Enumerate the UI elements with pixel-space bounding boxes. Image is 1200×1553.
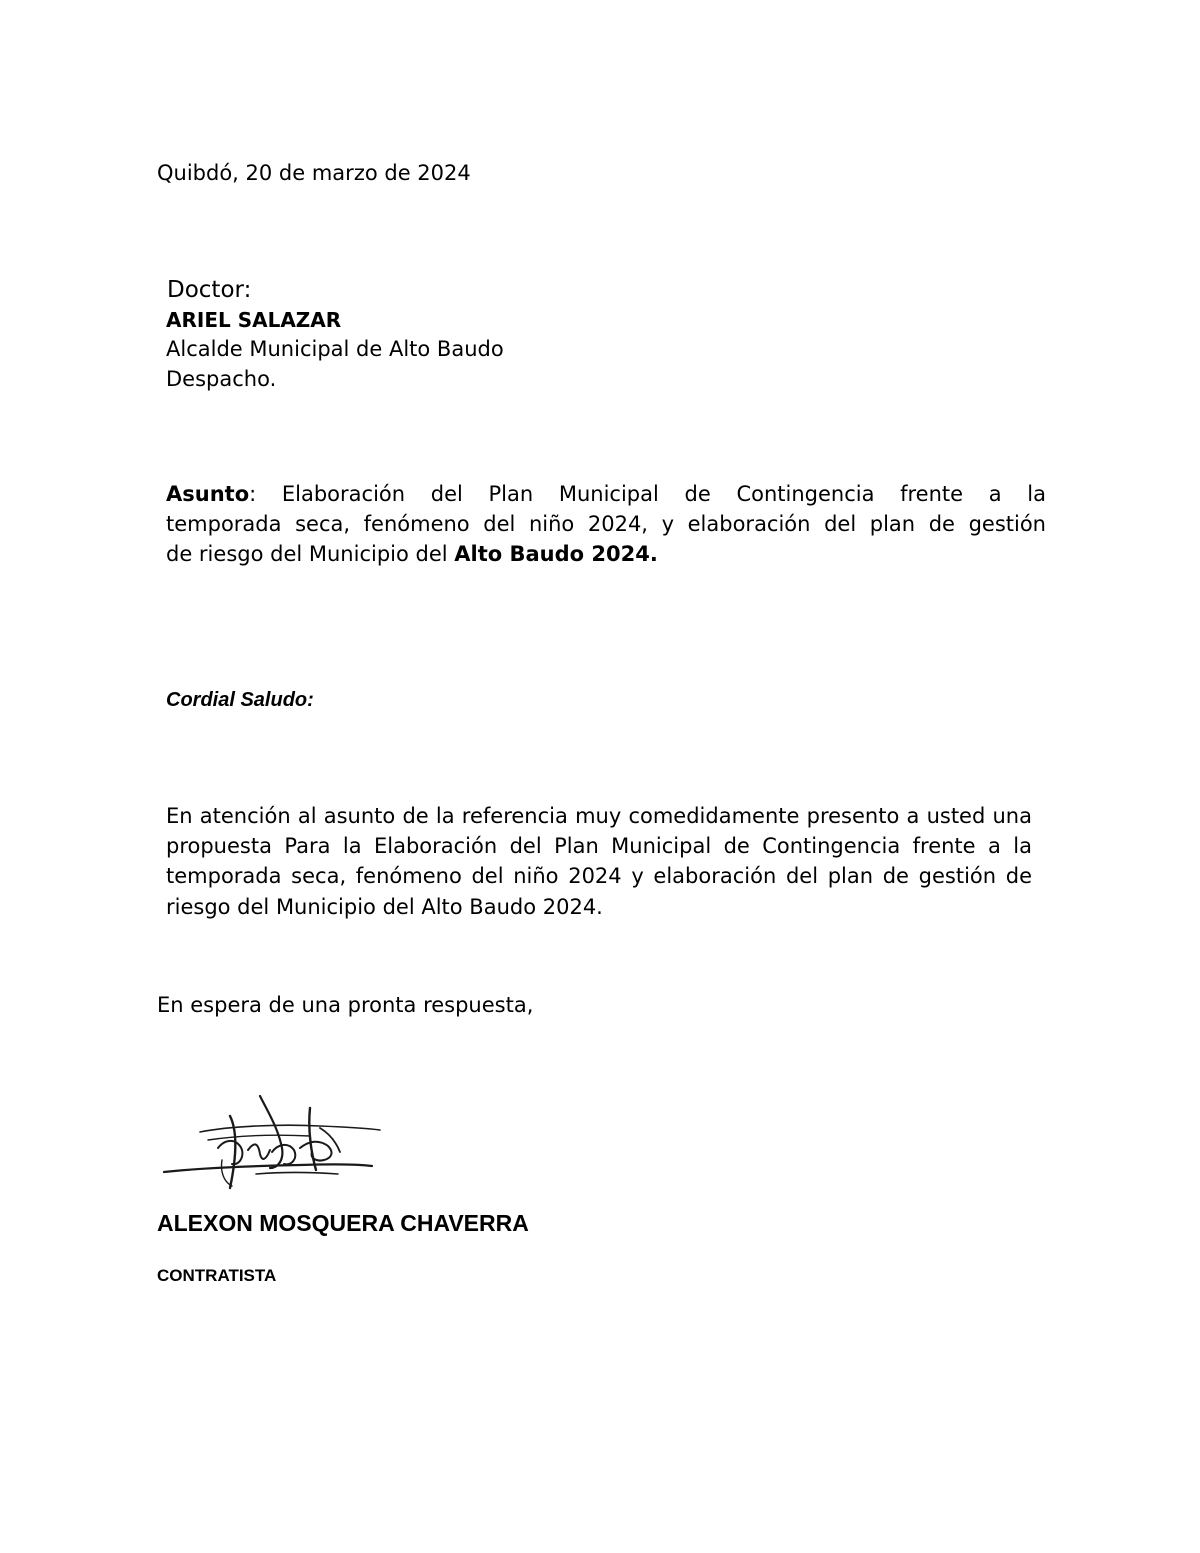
subject-line-2: temporada seca, fenómeno del niño 2024, y elaboración del plan de gestión [166, 512, 1046, 536]
recipient-office: Despacho. [166, 367, 277, 391]
signer-name: ALEXON MOSQUERA CHAVERRA [157, 1210, 529, 1236]
handwritten-signature [160, 1088, 390, 1198]
subject-emphasis: Alto Baudo 2024. [454, 542, 658, 566]
greeting: Cordial Saludo: [166, 689, 314, 711]
signer-role: CONTRATISTA [157, 1266, 277, 1285]
subject-text-3: de riesgo del Municipio del [166, 542, 455, 566]
recipient-salutation: Doctor: [167, 277, 252, 303]
recipient-name: ARIEL SALAZAR [166, 308, 342, 332]
letter-date: Quibdó, 20 de marzo de 2024 [157, 161, 471, 185]
subject-line-3 [166, 539, 1046, 569]
subject-line-1 [166, 479, 1046, 509]
body-line-2: propuesta Para la Elaboración del Plan Municipal de Contingencia frente a la [166, 834, 1032, 858]
subject-label: Asunto [166, 482, 250, 506]
recipient-title: Alcalde Municipal de Alto Baudo [166, 337, 504, 361]
body-line-1: En atención al asunto de la referencia muy comedidamente presento a usted una [166, 804, 1032, 828]
closing-line: En espera de una pronta respuesta, [157, 993, 534, 1017]
body-line-3: temporada seca, fenómeno del niño 2024 y elaboración del plan de gestión de [166, 864, 1032, 888]
subject-text-1: : Elaboración del Plan Municipal de Contingencia frente a la [249, 482, 1046, 506]
body-line-4: riesgo del Municipio del Alto Baudo 2024. [166, 895, 603, 919]
